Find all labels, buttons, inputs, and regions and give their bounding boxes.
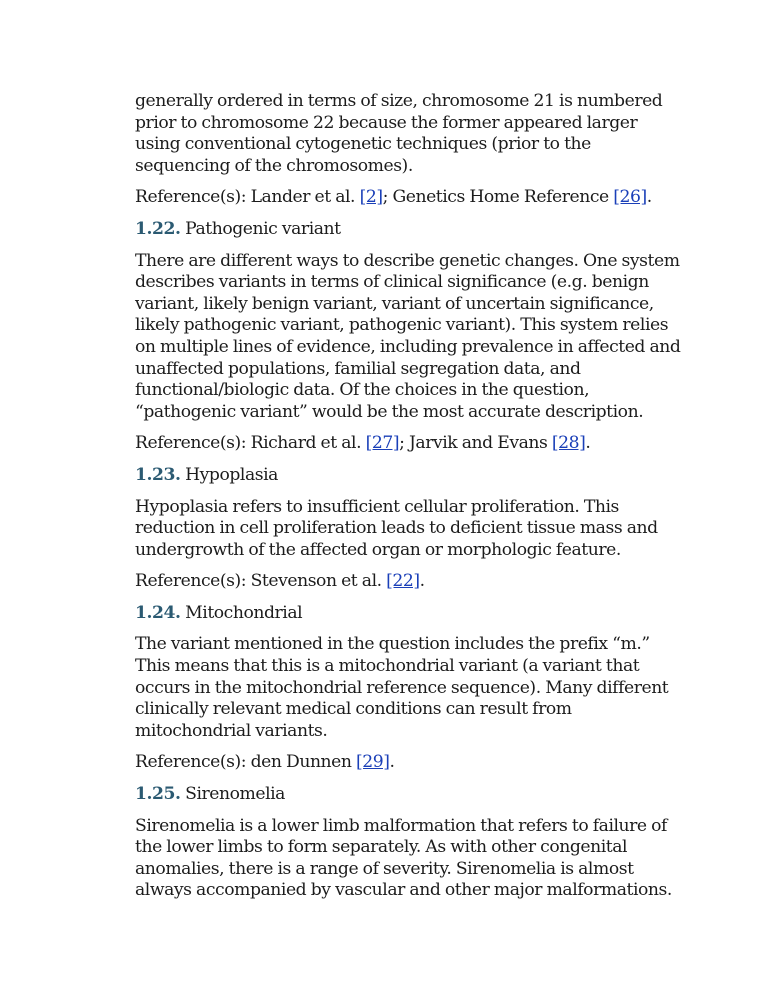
section-title: Hypoplasia bbox=[185, 464, 278, 485]
reference-text: ; Jarvik and Evans bbox=[399, 433, 552, 454]
section-heading-1-24 bbox=[135, 603, 685, 625]
document-page bbox=[135, 91, 685, 912]
section-number: 1.25. bbox=[135, 784, 181, 805]
reference-text: Reference(s): den Dunnen bbox=[135, 752, 357, 773]
reference-text: Reference(s): Richard et al. bbox=[135, 433, 366, 454]
reference-end: . bbox=[419, 571, 425, 592]
section-body-1-25: Sirenomelia is a lower limb malformation that refers to failure of the lower limbs to form separately. As with other congenital anomalies, there is a range of severity. Sirenomelia is almost always accompanied by vascular and other major malformations. bbox=[135, 815, 672, 901]
citation-link-22[interactable]: [22] bbox=[386, 571, 420, 592]
section-heading-1-25 bbox=[135, 784, 685, 806]
reference-text: Reference(s): Stevenson et al. bbox=[135, 571, 387, 592]
section-body-1-23: Hypoplasia refers to insufficient cellular proliferation. This reduction in cell proliferation leads to deficient tissue mass and undergrowth of the affected organ or morphologic feature. bbox=[135, 496, 658, 560]
reference-text: Reference(s): Lander et al. bbox=[135, 187, 360, 208]
section-body-1-22: There are different ways to describe genetic changes. One system describes variants in terms of clinical significance (e.g. benign variant, likely benign variant, variant of uncertain significance, likely pathogenic variant, pathogenic variant). This system relies on multiple lines of evidence, including prevalence in affected and unaffected populations, familial segregation data, and functional/biologic data. Of the choices in the question, “pathogenic variant” would be the most accurate description. bbox=[135, 250, 681, 422]
section-references-1-24 bbox=[135, 752, 685, 774]
section-number: 1.23. bbox=[135, 464, 181, 485]
reference-text: ; Genetics Home Reference bbox=[382, 187, 614, 208]
section-references-1-22 bbox=[135, 433, 685, 455]
intro-paragraph: generally ordered in terms of size, chromosome 21 is numbered prior to chromosome 22 because the former appeared larger using conventional cytogenetic techniques (prior to the sequencing of the chromosomes). bbox=[135, 91, 663, 176]
section-references-1-23 bbox=[135, 571, 685, 593]
reference-end: . bbox=[585, 433, 591, 454]
section-number: 1.24. bbox=[135, 602, 181, 623]
section-heading-1-22 bbox=[135, 219, 685, 241]
intro-references bbox=[135, 187, 685, 209]
citation-link-28[interactable]: [28] bbox=[551, 433, 586, 454]
reference-end: . bbox=[389, 752, 395, 773]
section-title: Mitochondrial bbox=[185, 602, 303, 623]
citation-link-27[interactable]: [27] bbox=[365, 433, 400, 454]
section-body-1-24: The variant mentioned in the question includes the prefix “m.” This means that this is a mitochondrial variant (a variant that occurs in the mitochondrial reference sequence). Many different clinically relevant medical conditions can result from mitochondrial variants. bbox=[135, 634, 669, 741]
section-number: 1.22. bbox=[135, 218, 181, 239]
section-heading-1-23 bbox=[135, 465, 685, 487]
reference-end: . bbox=[646, 187, 652, 208]
citation-link-2[interactable]: [2] bbox=[359, 187, 383, 208]
section-title: Sirenomelia bbox=[185, 784, 285, 805]
section-title: Pathogenic variant bbox=[185, 218, 341, 239]
citation-link-26[interactable]: [26] bbox=[613, 187, 647, 208]
citation-link-29[interactable]: [29] bbox=[356, 752, 390, 773]
